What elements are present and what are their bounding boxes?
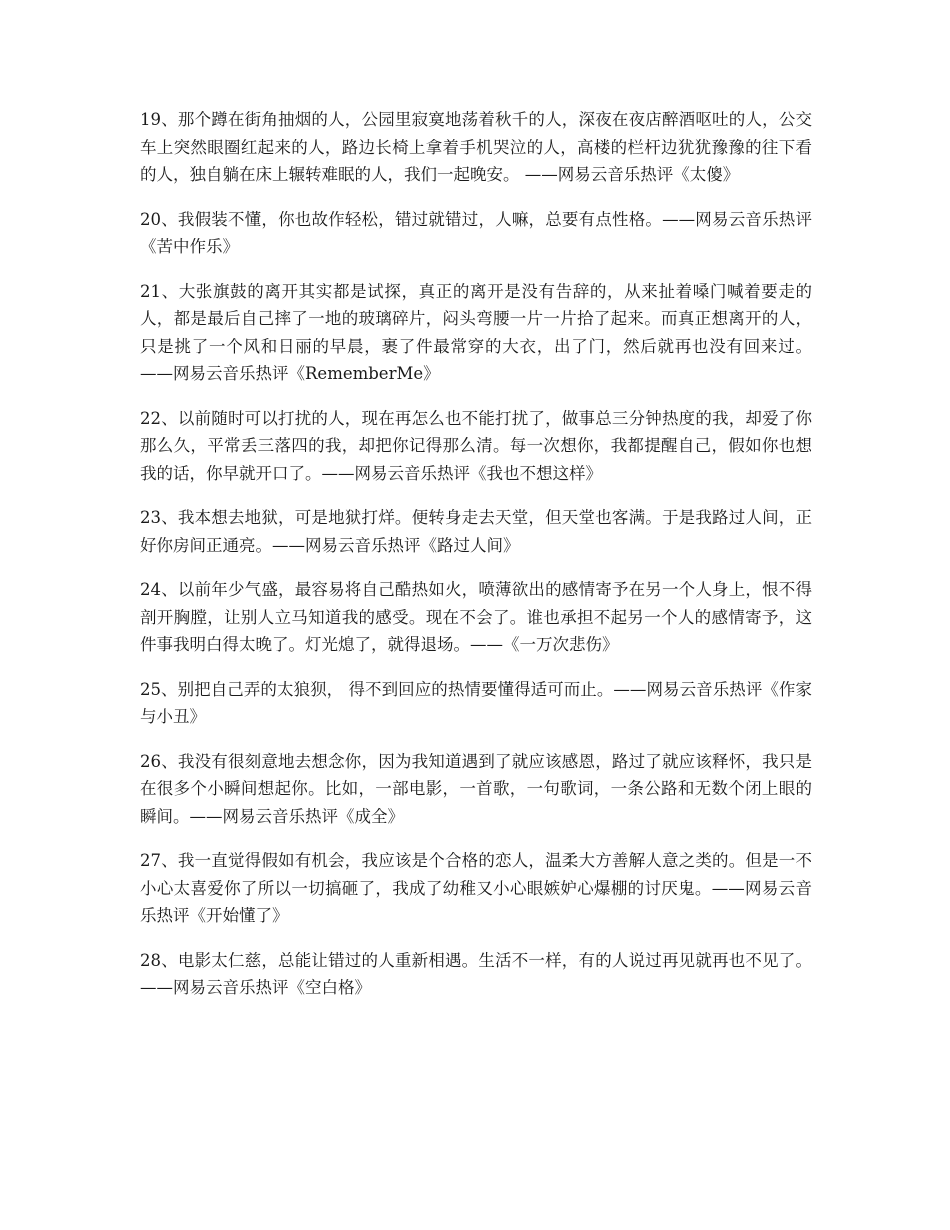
- quote-25: 25、别把自己弄的太狼狈， 得不到回应的热情要懂得适可而止。——网易云音乐热评《作家与小丑》: [140, 679, 812, 726]
- quote-27: 27、我一直觉得假如有机会，我应该是个合格的恋人，温柔大方善解人意之类的。但是一不小心太喜爱你了所以一切搞砸了，我成了幼稚又小心眼嫉妒心爆棚的讨厌鬼。——网易云音乐热评《开始懂了》: [140, 851, 812, 925]
- quote-28: 28、电影太仁慈，总能让错过的人重新相遇。生活不一样，有的人说过再见就再也不见了。——网易云音乐热评《空白格》: [140, 950, 812, 997]
- quote-23: 23、我本想去地狱，可是地狱打烊。便转身走去天堂，但天堂也客满。于是我路过人间，正好你房间正通亮。——网易云音乐热评《路过人间》: [140, 508, 812, 555]
- quote-21: 21、大张旗鼓的离开其实都是试探，真正的离开是没有告辞的，从来扯着嗓门喊着要走的人，都是最后自己摔了一地的玻璃碎片，闷头弯腰一片一片拾了起来。而真正想离开的人，只是挑了一个风和日丽的早晨，裹了件最常穿的大衣，出了门，然后就再也没有回来过。——网易云音乐热评《RememberMe》: [140, 281, 812, 383]
- document-body: [140, 106, 812, 1019]
- quote-24: 24、以前年少气盛，最容易将自己酷热如火，喷薄欲出的感情寄予在另一个人身上，恨不得剖开胸膛，让别人立马知道我的感受。现在不会了。谁也承担不起另一个人的感情寄予，这件事我明白得太晚了。灯光熄了，就得退场。——《一万次悲伤》: [140, 580, 812, 654]
- quote-19: 19、那个蹲在街角抽烟的人，公园里寂寞地荡着秋千的人，深夜在夜店醉酒呕吐的人，公交车上突然眼圈红起来的人，路边长椅上拿着手机哭泣的人，高楼的栏杆边犹犹豫豫的往下看的人，独自躺在床上辗转难眠的人，我们一起晚安。 ——网易云音乐热评《太傻》: [140, 110, 812, 184]
- quote-26: 26、我没有很刻意地去想念你，因为我知道遇到了就应该感恩，路过了就应该释怀，我只是在很多个小瞬间想起你。比如，一部电影，一首歌，一句歌词，一条公路和无数个闭上眼的瞬间。——网易云音乐热评《成全》: [140, 751, 812, 826]
- quote-22: 22、以前随时可以打扰的人，现在再怎么也不能打扰了，做事总三分钟热度的我，却爱了你那么久，平常丢三落四的我，却把你记得那么清。每一次想你，我都提醒自己，假如你也想我的话，你早就开口了。——网易云音乐热评《我也不想这样》: [140, 408, 812, 483]
- quote-20: 20、我假装不懂，你也故作轻松，错过就错过，人嘛，总要有点性格。——网易云音乐热评《苦中作乐》: [140, 209, 812, 256]
